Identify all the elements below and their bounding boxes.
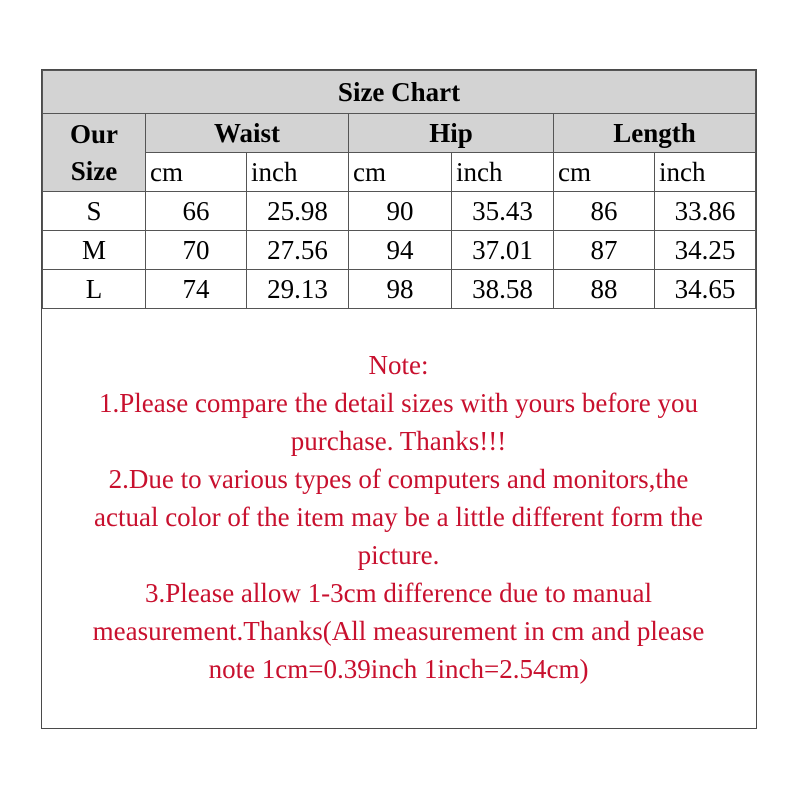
size-label: S [43, 192, 146, 231]
waist-cm-value: 70 [146, 231, 247, 270]
unit-hip-cm: cm [349, 153, 452, 192]
hip-header: Hip [349, 114, 554, 153]
hip-inch-value: 38.58 [452, 270, 554, 309]
table-title: Size Chart [43, 71, 756, 114]
note-line: 2.Due to various types of computers and monitors,the [108, 464, 689, 494]
unit-waist-cm: cm [146, 153, 247, 192]
length-cm-value: 87 [554, 231, 655, 270]
length-header: Length [554, 114, 756, 153]
waist-inch-value: 27.56 [247, 231, 349, 270]
unit-length-cm: cm [554, 153, 655, 192]
notes-block [42, 346, 755, 688]
waist-inch-value: 25.98 [247, 192, 349, 231]
length-inch-value: 34.65 [655, 270, 756, 309]
note-line: note 1cm=0.39inch 1inch=2.54cm) [208, 654, 589, 684]
length-inch-value: 34.25 [655, 231, 756, 270]
our-size-line1: Our [69, 119, 118, 150]
note-line: picture. [357, 540, 440, 570]
hip-inch-value: 35.43 [452, 192, 554, 231]
waist-cm-value: 66 [146, 192, 247, 231]
note-line: measurement.Thanks(All measurement in cm and please [92, 616, 705, 646]
note-heading: Note: [368, 350, 429, 380]
hip-cm-value: 94 [349, 231, 452, 270]
our-size-line2: Size [70, 155, 118, 186]
size-chart-table [42, 70, 756, 309]
note-line: 1.Please compare the detail sizes with yours before you [98, 388, 699, 418]
size-label: M [43, 231, 146, 270]
unit-header-row [43, 153, 756, 192]
hip-cm-value: 98 [349, 270, 452, 309]
hip-cm-value: 90 [349, 192, 452, 231]
title-row [43, 71, 756, 114]
table-row [43, 231, 756, 270]
length-cm-value: 86 [554, 192, 655, 231]
waist-cm-value: 74 [146, 270, 247, 309]
waist-header: Waist [146, 114, 349, 153]
size-label: L [43, 270, 146, 309]
table-row [43, 192, 756, 231]
unit-waist-inch: inch [247, 153, 349, 192]
note-line: actual color of the item may be a little different form the [93, 502, 704, 532]
unit-length-inch: inch [655, 153, 756, 192]
table-row [43, 270, 756, 309]
note-line: 3.Please allow 1-3cm difference due to manual [144, 578, 653, 608]
waist-inch-value: 29.13 [247, 270, 349, 309]
size-chart-sheet [41, 69, 757, 729]
unit-hip-inch: inch [452, 153, 554, 192]
note-line: purchase. Thanks!!! [290, 426, 507, 456]
group-header-row [43, 114, 756, 153]
our-size-header [43, 114, 146, 192]
length-cm-value: 88 [554, 270, 655, 309]
hip-inch-value: 37.01 [452, 231, 554, 270]
length-inch-value: 33.86 [655, 192, 756, 231]
